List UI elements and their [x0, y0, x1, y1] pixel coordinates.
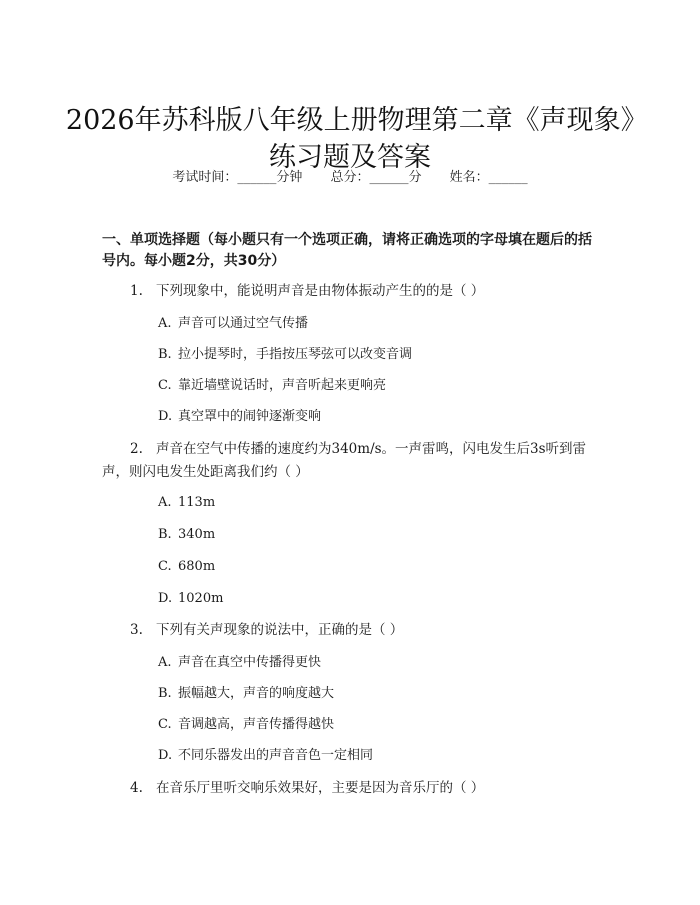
question-4 — [130, 778, 484, 798]
question-2 — [130, 439, 586, 459]
option-3d — [158, 747, 373, 765]
question-2-continuation: 声，则闪电发生处距离我们约（ ） — [102, 464, 309, 480]
option-letter: C. — [158, 717, 172, 732]
question-1 — [130, 281, 484, 301]
option-3c — [158, 716, 334, 734]
page-title: 2026年苏科版八年级上册物理第二章《声现象》练习题及答案 — [65, 105, 635, 174]
option-text: 340m — [178, 527, 216, 542]
option-2a — [158, 494, 215, 512]
option-1b — [158, 346, 412, 364]
option-letter: A. — [158, 316, 172, 331]
option-text: 113m — [178, 495, 216, 510]
option-text: 1020m — [178, 591, 224, 606]
option-text: 声音可以通过空气传播 — [178, 316, 309, 331]
option-text: 振幅越大，声音的响度越大 — [178, 686, 335, 701]
option-letter: D. — [158, 591, 173, 606]
option-text: 真空罩中的闹钟逐渐变响 — [178, 409, 322, 424]
option-letter: D. — [158, 748, 173, 763]
option-letter: D. — [158, 409, 173, 424]
question-text: 下列有关声现象的说法中，正确的是（ ） — [156, 622, 404, 638]
option-text: 靠近墙壁说话时，声音听起来更响亮 — [178, 378, 387, 393]
option-letter: B. — [158, 347, 172, 362]
option-2d — [158, 590, 223, 608]
option-text: 拉小提琴时，手指按压琴弦可以改变音调 — [178, 347, 413, 362]
name-field: 姓名：______ — [449, 170, 528, 185]
question-text: 声音在空气中传播的速度约为340m/s。一声雷鸣，闪电发生后3s听到雷 — [156, 441, 587, 457]
question-number: 3. — [130, 622, 143, 638]
option-letter: C. — [158, 378, 172, 393]
exam-time-field: 考试时间：______分钟 — [172, 170, 303, 185]
option-3a — [158, 654, 321, 672]
exam-meta — [0, 169, 700, 187]
option-1c — [158, 377, 386, 395]
option-2b — [158, 526, 215, 544]
option-1d — [158, 408, 321, 426]
option-1a — [158, 315, 308, 333]
option-text: 680m — [178, 559, 216, 574]
question-number: 1. — [130, 283, 143, 299]
section-heading: 一、单项选择题（每小题只有一个选项正确，请将正确选项的字母填在题后的括号内。每小题2分，共30分） — [102, 232, 592, 269]
option-letter: B. — [158, 527, 172, 542]
option-letter: B. — [158, 686, 172, 701]
question-number: 4. — [130, 780, 143, 796]
option-letter: C. — [158, 559, 172, 574]
option-text: 不同乐器发出的声音音色一定相同 — [178, 748, 374, 763]
option-text: 声音在真空中传播得更快 — [178, 655, 322, 670]
question-3 — [130, 620, 403, 640]
option-letter: A. — [158, 655, 172, 670]
option-3b — [158, 685, 334, 703]
question-number: 2. — [130, 441, 143, 457]
total-score-field: 总分：______分 — [330, 170, 422, 185]
option-text: 音调越高，声音传播得越快 — [178, 717, 335, 732]
question-text: 下列现象中，能说明声音是由物体振动产生的的是（ ） — [156, 283, 485, 299]
option-2c — [158, 558, 215, 576]
option-letter: A. — [158, 495, 172, 510]
question-text: 在音乐厅里听交响乐效果好，主要是因为音乐厅的（ ） — [156, 780, 485, 796]
